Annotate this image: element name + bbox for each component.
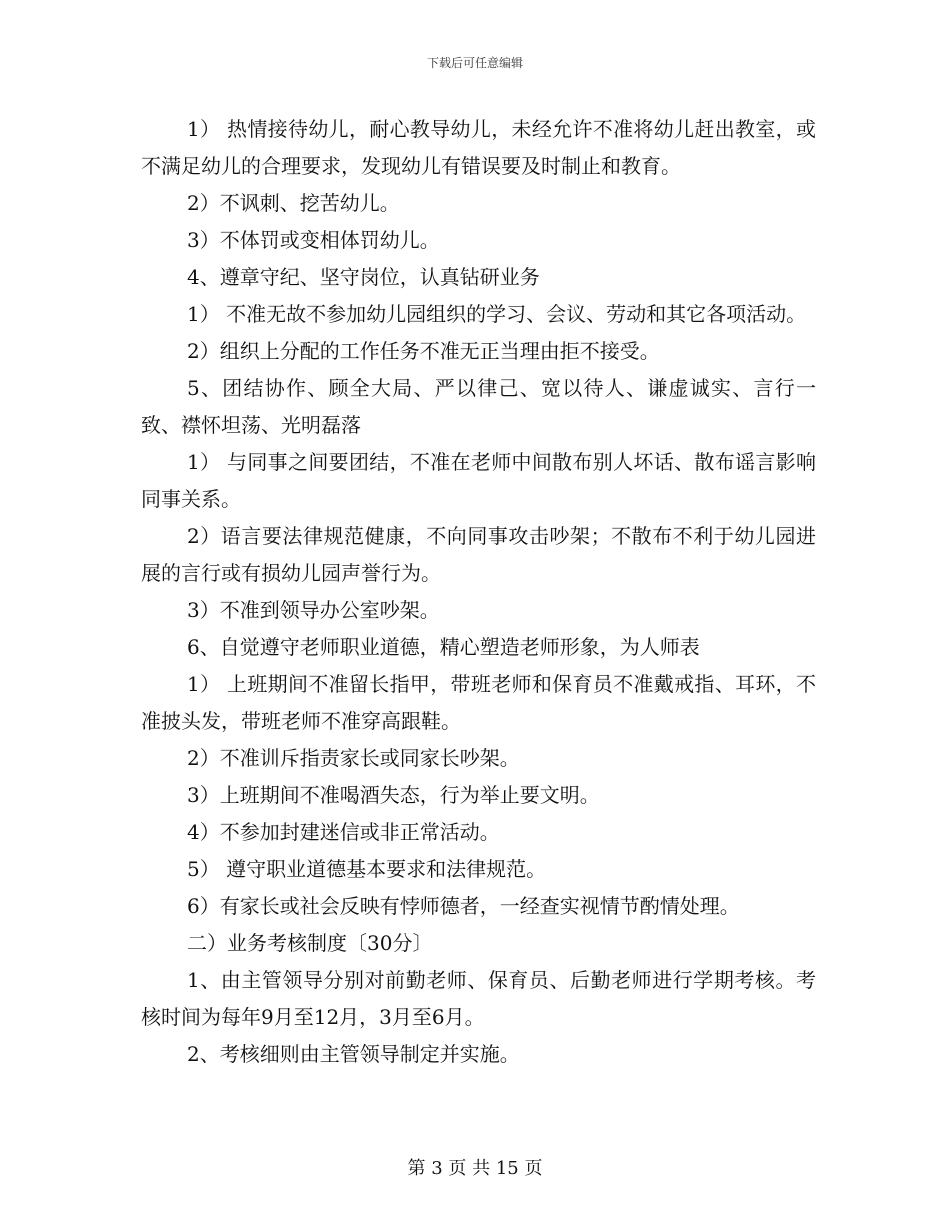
paragraph: 3）不准到领导办公室吵架。	[187, 598, 440, 622]
document-body	[141, 111, 816, 1073]
page-header: 下载后可任意编辑	[426, 56, 523, 70]
paragraph: 6）有家长或社会反映有悖师德者，一经查实视情节酌情处理。	[187, 894, 740, 918]
paragraph: 4）不参加封建迷信或非正常活动。	[187, 820, 500, 844]
paragraph: 1、由主管领导分别对前勤老师、保育员、后勤老师进行学期考核。考核时间为每年9月至12月，3月至6月。	[141, 968, 816, 1029]
paragraph: 2）语言要法律规范健康，不向同事攻击吵架；不散布不利于幼儿园进展的言行或有损幼儿园声誉行为。	[141, 524, 816, 585]
paragraph: 1） 上班期间不准留长指甲，带班老师和保育员不准戴戒指、耳环，不准披头发，带班老师不准穿高跟鞋。	[141, 672, 816, 733]
paragraph: 3）上班期间不准喝酒失态，行为举止要文明。	[187, 783, 600, 807]
paragraph: 2）组织上分配的工作任务不准无正当理由拒不接受。	[187, 339, 660, 363]
section-heading: 二）业务考核制度〔30分〕	[187, 931, 433, 955]
paragraph: 2）不准训斥指责家长或同家长吵架。	[187, 746, 520, 770]
page-number: 第 3 页 共 15 页	[407, 1158, 543, 1179]
paragraph: 1） 不准无故不参加幼儿园组织的学习、会议、劳动和其它各项活动。	[187, 302, 807, 326]
section-heading: 5、团结协作、顾全大局、严以律己、宽以待人、谦虚诚实、言行一致、襟怀坦荡、光明磊落	[141, 376, 816, 437]
paragraph: 2、考核细则由主管领导制定并实施。	[187, 1042, 520, 1066]
paragraph: 3）不体罚或变相体罚幼儿。	[187, 228, 440, 252]
section-heading: 4、遵章守纪、坚守岗位，认真钻研业务	[187, 265, 540, 289]
paragraph: 1） 热情接待幼儿，耐心教导幼儿，未经允许不准将幼儿赶出教室，或不满足幼儿的合理要求，发现幼儿有错误要及时制止和教育。	[141, 117, 816, 178]
section-heading: 6、自觉遵守老师职业道德，精心塑造老师形象，为人师表	[187, 635, 700, 659]
paragraph: 2）不讽刺、挖苦幼儿。	[187, 191, 400, 215]
paragraph: 1） 与同事之间要团结，不准在老师中间散布别人坏话、散布谣言影响同事关系。	[141, 450, 816, 511]
paragraph: 5） 遵守职业道德基本要求和法律规范。	[187, 857, 547, 881]
